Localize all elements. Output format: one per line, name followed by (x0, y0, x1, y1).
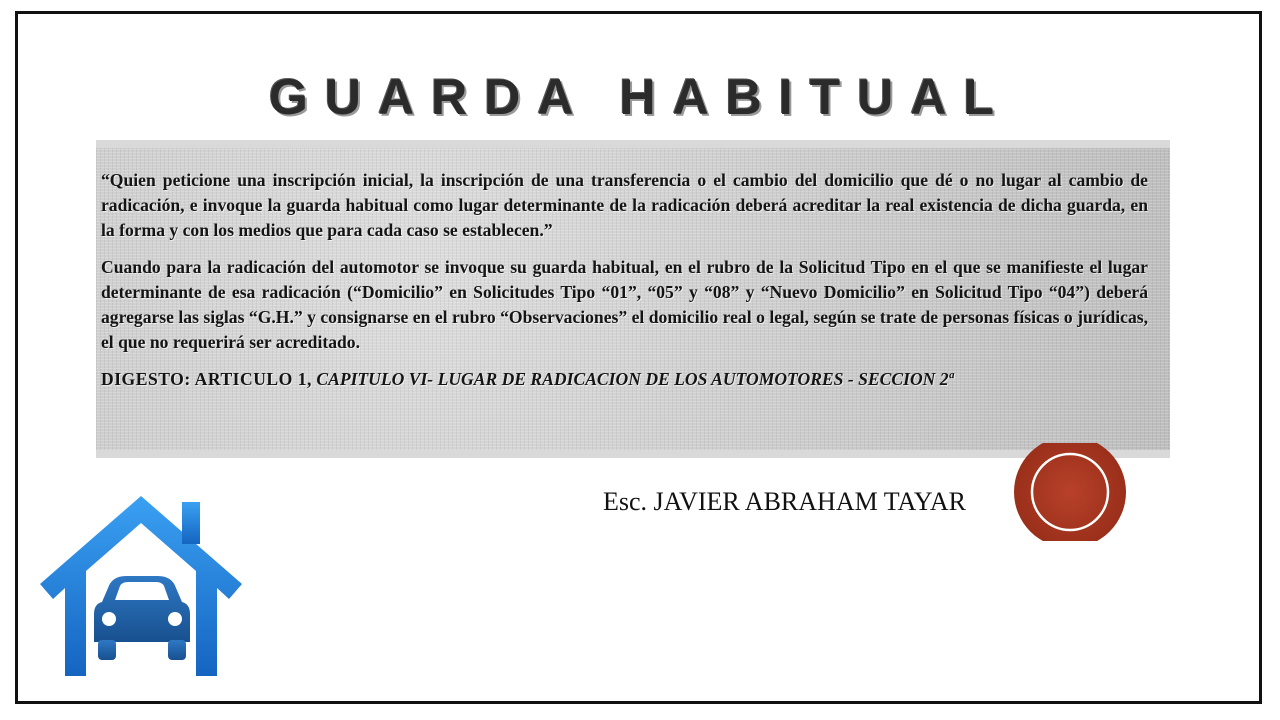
quote-paragraph: “Quien peticione una inscripción inicial, la inscripción de una transferencia o el cambio del domicilio que dé o no lugar al cambio de radicación, e invoque la guarda habitual como lugar determinante de la radicación deberá acreditar la real existencia de dicha guarda, en la forma y con los medios que para cada caso se establecen.” (101, 170, 1148, 240)
regulation-paragraph: Cuando para la radicación del automotor se invoque su guarda habitual, en el rubro de la Solicitud Tipo en el que se manifieste el lugar determinante de esa radicación (“Domicilio” en Solicitudes Tipo “01”, “05” y “08” y “Nuevo Domicilio” en Solicitud Tipo “04”) deberá agregarse las siglas “G.H.” y consignarse en el rubro “Observaciones” el domicilio real o legal, según se trate de personas físicas o jurídicas, el que no requerirá ser acreditado. (101, 257, 1148, 352)
digesto-reference (101, 367, 1148, 392)
red-circle-badge-icon (1013, 443, 1127, 541)
house-with-car-icon (36, 492, 246, 678)
digesto-label: DIGESTO: ARTICULO 1, (101, 369, 312, 389)
author-name: Esc. JAVIER ABRAHAM TAYAR (603, 487, 966, 516)
quote-textbox (96, 140, 1170, 458)
slide-title: GUARDA HABITUAL (269, 69, 1011, 125)
digesto-section: CAPITULO VI- LUGAR DE RADICACION DE LOS AUTOMOTORES - SECCION 2ª (316, 369, 954, 389)
